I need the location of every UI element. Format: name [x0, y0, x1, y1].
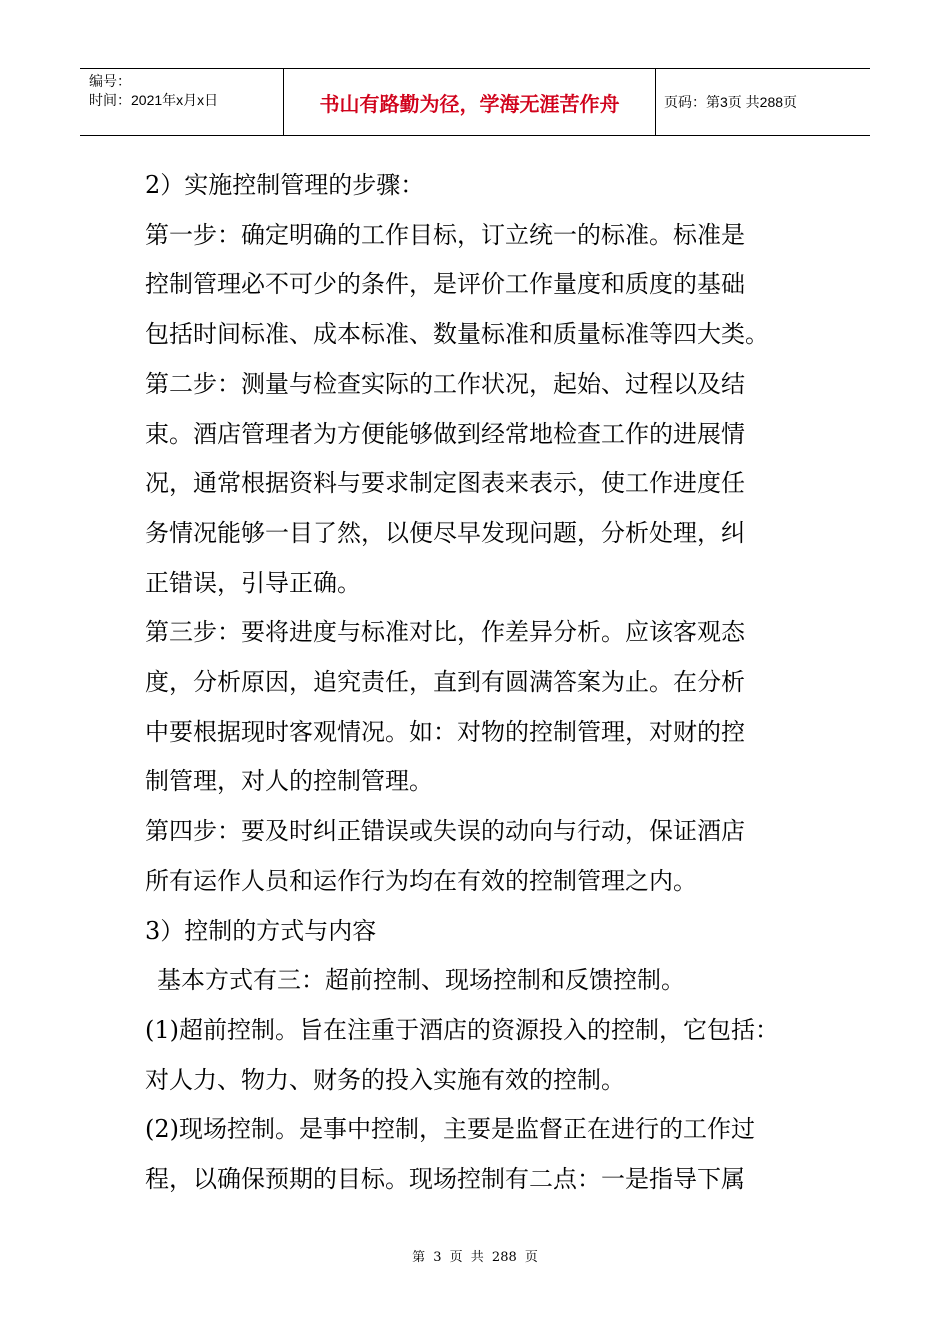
- body-line: (2)现场控制。是事中控制，主要是监督正在进行的工作过: [145, 1115, 755, 1144]
- page-footer: 第 3 页 共 288 页: [412, 1250, 538, 1265]
- body-line: 程，以确保预期的目标。现场控制有二点：一是指导下属: [145, 1165, 745, 1194]
- body-line: 况，通常根据资料与要求制定图表来表示，使工作进度任: [145, 469, 745, 498]
- body-line: 第一步：确定明确的工作目标，订立统一的标准。标准是: [145, 220, 745, 249]
- page-header: [80, 68, 870, 136]
- body-line: 基本方式有三：超前控制、现场控制和反馈控制。: [157, 966, 685, 995]
- body-line: 所有运作人员和运作行为均在有效的控制管理之内。: [145, 866, 697, 895]
- body-line: 控制管理必不可少的条件，是评价工作量度和质度的基础: [145, 270, 745, 299]
- body-line: 第四步：要及时纠正错误或失误的动向与行动，保证酒店: [145, 817, 745, 846]
- body-line: (1)超前控制。旨在注重于酒店的资源投入的控制，它包括：: [145, 1015, 779, 1044]
- body-line: 3）控制的方式与内容: [145, 916, 377, 945]
- header-motto: 书山有路勤为径，学海无涯苦作舟: [284, 69, 656, 135]
- body-line: 中要根据现时客观情况。如：对物的控制管理，对财的控: [145, 717, 745, 746]
- body-line: 务情况能够一目了然，以便尽早发现问题，分析处理，纠: [145, 518, 745, 547]
- body-line: 第二步：测量与检查实际的工作状况，起始、过程以及结: [145, 369, 745, 398]
- body-line: 对人力、物力、财务的投入实施有效的控制。: [145, 1065, 625, 1094]
- body-line: 度，分析原因，追究责任，直到有圆满答案为止。在分析: [145, 668, 745, 697]
- body-line: 包括时间标准、成本标准、数量标准和质量标准等四大类。: [145, 320, 769, 349]
- body-line: 制管理，对人的控制管理。: [145, 767, 433, 796]
- document-body: [145, 161, 835, 1205]
- body-line: 正错误，引导正确。: [145, 568, 361, 597]
- body-line: 束。酒店管理者为方便能够做到经常地检查工作的进展情: [145, 419, 745, 448]
- date-label: 时间：2021年x月x日: [89, 92, 219, 108]
- header-meta: [80, 69, 284, 135]
- number-label: 编号：: [89, 73, 131, 89]
- body-line: 2）实施控制管理的步骤：: [145, 171, 425, 199]
- header-page-label: 页码：第3页 共288页: [664, 94, 798, 110]
- body-line: 第三步：要将进度与标准对比，作差异分析。应该客观态: [145, 618, 745, 647]
